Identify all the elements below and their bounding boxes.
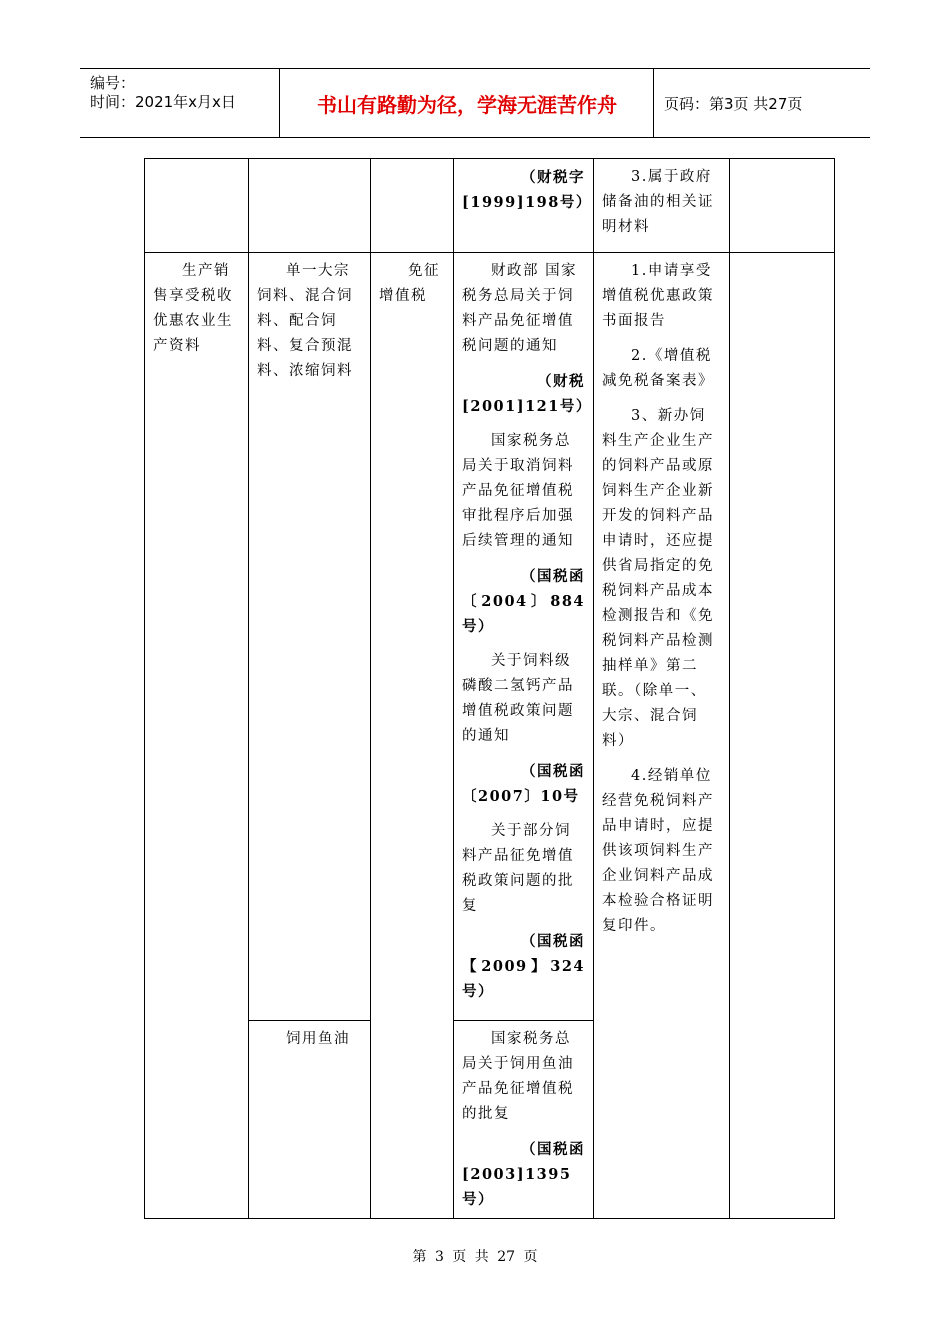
- policy-title: 关于饲料级磷酸二氢钙产品增值税政策问题的通知: [462, 653, 574, 744]
- tax-cell: 免征增值税: [371, 253, 454, 1219]
- header-meta: [80, 69, 280, 137]
- policy-ref: （财税字 [1999]198号）: [462, 169, 592, 211]
- table-cell: [371, 159, 454, 253]
- policy-ref: （财税 [2001]121号）: [462, 373, 592, 415]
- time-label: 时间：2021年x月x日: [90, 93, 236, 111]
- material-item: 4.经销单位经营免税饲料产品申请时，应提供该项饲料生产企业饲料产品成本检验合格证明复印件。: [602, 768, 714, 934]
- policy-ref: （国税函 [2003]1395号）: [462, 1141, 585, 1208]
- page-header: [80, 68, 870, 138]
- table-cell: [249, 159, 371, 253]
- policy-ref: （国税函 〔2004〕884号）: [462, 568, 585, 635]
- policy-docs-cell: [454, 1021, 594, 1219]
- material-item: 2.《增值税减免税备案表》: [602, 348, 714, 389]
- header-page-info: 页码：第3页 共27页: [664, 94, 803, 113]
- category-cell: 生产销售享受税收优惠农业生产资料: [145, 253, 249, 1219]
- table-row: [145, 253, 835, 1021]
- page-footer: 第 3 页 共 27 页: [412, 1249, 538, 1265]
- policy-title: 财政部 国家税务总局关于饲料产品免征增值税问题的通知: [462, 263, 578, 354]
- policy-ref: （国税函 〔2007〕10号: [462, 763, 585, 805]
- table-row: [145, 159, 835, 253]
- policy-title: 国家税务总局关于取消饲料产品免征增值税审批程序后加强后续管理的通知: [462, 433, 574, 549]
- policy-table: [144, 158, 835, 1219]
- policy-title: 关于部分饲料产品征免增值税政策问题的批复: [462, 823, 574, 914]
- header-motto: 书山有路勤为径，学海无涯苦作舟: [281, 69, 654, 137]
- policy-docs-cell: [454, 253, 594, 1021]
- table-cell: [730, 253, 835, 1219]
- table-cell: [145, 159, 249, 253]
- material-cell: 3.属于政府储备油的相关证明材料: [594, 159, 730, 253]
- table-cell: [454, 159, 594, 253]
- policy-title: 国家税务总局关于饲用鱼油产品免征增值税的批复: [462, 1031, 574, 1122]
- material-item: 3、新办饲料生产企业生产的饲料产品或原饲料生产企业新开发的饲料产品申请时，还应提供省局指定的免税饲料产品成本检测报告和《免税饲料产品检测抽样单》第二联。（除单一、大宗、混合饲料）: [602, 408, 714, 749]
- policy-ref: （国税函 【2009】324号）: [462, 933, 585, 1000]
- product-cell: 单一大宗饲料、混合饲料、配合饲料、复合预混料、浓缩饲料: [249, 253, 371, 1021]
- materials-cell: [594, 253, 730, 1219]
- product-cell: 饲用鱼油: [249, 1021, 371, 1219]
- number-label: 编号：: [90, 74, 136, 92]
- table-cell: [730, 159, 835, 253]
- material-item: 1.申请享受增值税优惠政策书面报告: [602, 263, 714, 329]
